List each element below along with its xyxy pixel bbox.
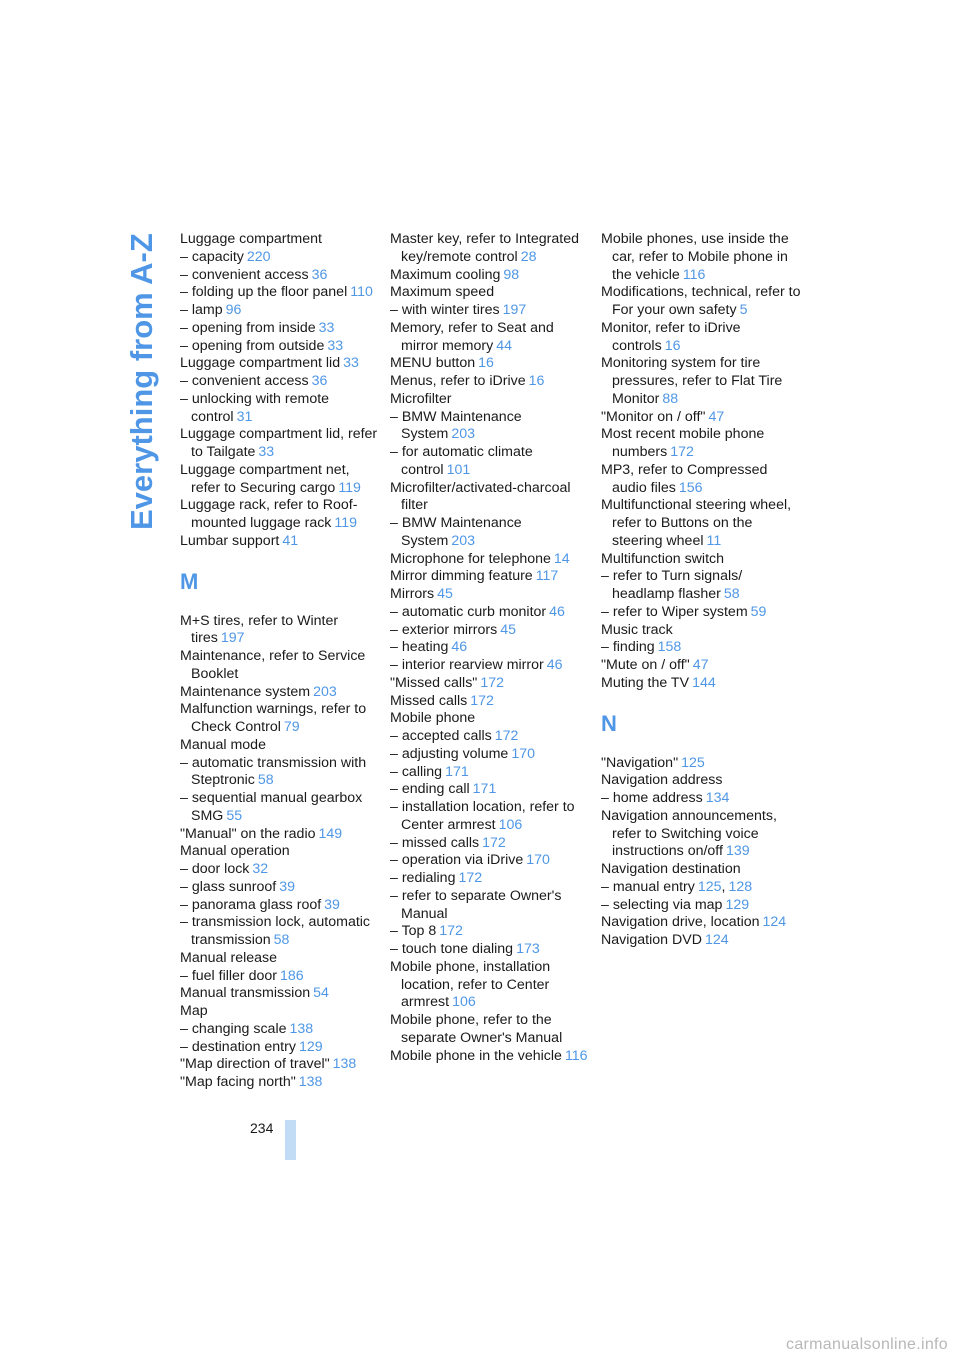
index-entry-text: Maintenance, refer to Service Booklet (180, 648, 366, 682)
side-section-title: Everything from A-Z (124, 233, 159, 530)
page-ref-link[interactable]: 173 (516, 941, 540, 957)
index-entry (180, 968, 380, 986)
index-entry (180, 426, 380, 462)
index-entry-text: Monitoring system for tire pressures, refer to Flat Tire Monitor (601, 355, 783, 407)
page-ref-link[interactable]: 125 (681, 754, 705, 771)
index-entry (180, 320, 380, 338)
index-entry (390, 923, 590, 941)
index-entry-text: – convenient access (180, 373, 309, 389)
index-entry-text: – Top 8 (390, 923, 437, 940)
index-entry (601, 755, 801, 773)
page-ref-link[interactable]: 32 (252, 861, 269, 877)
page-ref-link[interactable]: 39 (279, 878, 295, 895)
index-entry (180, 897, 380, 915)
index-entry (390, 888, 590, 924)
index-entry-text: Malfunction warnings, refer to Check Control (180, 701, 367, 735)
page-ref-link[interactable]: 128 (728, 878, 753, 895)
page-ref-link[interactable]: 139 (725, 843, 750, 860)
page-ref-link[interactable]: 203 (451, 426, 475, 443)
page-ref-link[interactable]: 172 (470, 692, 494, 709)
index-entry (601, 897, 801, 915)
index-entry (601, 879, 801, 897)
index-entry (390, 639, 590, 657)
page-ref-link[interactable]: 125 (697, 878, 722, 895)
index-column-1 (180, 231, 380, 1092)
page-ref-link[interactable]: 156 (678, 479, 703, 496)
index-entry-text: Most recent mobile phone numbers (601, 426, 765, 460)
index-entry-text: Modifications, technical, refer to For your own safety (601, 284, 801, 318)
index-entry (601, 320, 801, 356)
index-entry (180, 231, 380, 249)
index-entry-text: M+S tires, refer to Winter tires (180, 612, 339, 647)
page-ref-link[interactable]: 47 (708, 408, 725, 425)
page-ref-link[interactable]: 16 (478, 355, 494, 372)
index-entry (180, 879, 380, 897)
index-entry-text: – panorama glass roof (180, 896, 322, 913)
page-ref-link[interactable]: 28 (520, 248, 537, 265)
index-entry-text: Microphone for telephone (390, 550, 551, 567)
page-ref-link[interactable]: 172 (494, 728, 519, 744)
index-entry (180, 843, 380, 861)
page-ref-link[interactable]: 16 (664, 337, 681, 354)
index-entry-text: Navigation announcements, refer to Switching voice instructions on/off (601, 807, 777, 860)
index-entry (390, 728, 590, 746)
index-entry-text: – interior rearview mirror (390, 657, 544, 673)
index-entry-text: – transmission lock, automatic transmission (180, 914, 371, 948)
index-entry-text: "Map direction of travel" (180, 1056, 330, 1073)
index-entry (601, 231, 801, 284)
index-entry-text: – ending call (390, 781, 470, 798)
footer-watermark: carmanualsonline.info (786, 1336, 948, 1353)
index-entry (601, 462, 801, 498)
index-entry (390, 480, 590, 516)
index-entry-text: Mobile phone, refer to the separate Owner's Manual (390, 1012, 563, 1046)
index-entry-text: – refer to separate Owner's Manual (390, 887, 562, 922)
index-entry (390, 231, 590, 267)
index-entry-text: Mirrors (390, 586, 435, 602)
index-entry-text: Missed calls (390, 692, 468, 709)
index-entry (180, 914, 380, 950)
index-entry (601, 932, 801, 950)
index-entry-text: – refer to Turn signals/ headlamp flasher (601, 568, 743, 602)
page-ref-link[interactable]: 119 (334, 515, 358, 531)
index-entry-text: – refer to Wiper system (601, 603, 748, 620)
index-column-3 (601, 231, 801, 950)
index-entry-text: Maximum cooling (390, 266, 501, 283)
index-entry (180, 985, 380, 1003)
index-entry-text: Mobile phone, installation location, refer to Center armrest (390, 958, 551, 1011)
index-entry (180, 1021, 380, 1039)
page-ref-link[interactable]: 5 (739, 302, 748, 318)
index-entry-text: – accepted calls (390, 728, 492, 744)
index-entry-text: – installation location, refer to Center armrest (390, 799, 575, 833)
index-entry (601, 284, 801, 320)
page-ref-link[interactable]: 170 (511, 745, 535, 762)
index-entry-text: – folding up the floor panel (180, 284, 348, 301)
index-entry (390, 781, 590, 799)
index-entry (601, 604, 801, 622)
page-ref-link[interactable]: 110 (350, 284, 373, 301)
page-ref-link[interactable]: 46 (549, 603, 565, 620)
page-ref-link[interactable]: 170 (526, 852, 550, 869)
index-entry-text: – destination entry (180, 1038, 296, 1055)
page-marker-bar (285, 1120, 296, 1160)
index-entry-text: MP3, refer to Compressed audio files (601, 461, 768, 496)
page-ref-link[interactable]: 31 (236, 408, 253, 425)
index-entry-text: – selecting via map (601, 896, 723, 913)
index-entry (390, 604, 590, 622)
index-entry-text: – opening from outside (180, 337, 325, 354)
index-entry (390, 693, 590, 711)
index-entry-text: – automatic curb monitor (390, 603, 547, 620)
index-entry (390, 710, 590, 728)
page-ref-link[interactable]: 197 (220, 630, 245, 647)
page-ref-link[interactable]: 138 (332, 1056, 357, 1073)
index-entry-text: MENU button (390, 355, 476, 372)
index-entry-text: Muting the TV (601, 674, 690, 691)
page-ref-link[interactable]: 129 (725, 896, 750, 913)
index-entry (180, 1074, 380, 1092)
index-entry (180, 755, 380, 791)
page-ref-link[interactable]: 39 (324, 896, 340, 913)
index-entry (390, 444, 590, 480)
index-entry (601, 657, 801, 675)
page-ref-link[interactable]: 36 (311, 266, 328, 283)
page-ref-link[interactable]: 16 (528, 373, 545, 389)
page-ref-link[interactable]: 46 (546, 657, 563, 673)
index-entry-text: – door lock (180, 861, 250, 877)
section-letter-heading: N (601, 710, 617, 736)
page-ref-link[interactable]: 138 (289, 1020, 314, 1037)
index-entry-text: – touch tone dialing (390, 941, 514, 957)
index-entry (180, 613, 380, 649)
page-ref-link[interactable]: 138 (298, 1074, 323, 1090)
index-entry (601, 568, 801, 604)
index-entry (601, 790, 801, 808)
index-entry-text: – missed calls (390, 834, 480, 851)
index-entry-text: Multifunction switch (601, 550, 725, 567)
page-ref-link[interactable]: 58 (273, 932, 290, 948)
index-entry (390, 320, 590, 356)
index-entry (180, 373, 380, 391)
page-ref-link[interactable]: 36 (311, 373, 328, 389)
index-entry-text: "Map facing north" (180, 1074, 296, 1090)
page-ref-link[interactable]: 186 (280, 967, 304, 984)
page-ref-link[interactable]: 171 (472, 781, 497, 798)
page-ref-link[interactable]: 58 (723, 586, 740, 602)
index-entry (180, 267, 380, 285)
index-entry (390, 852, 590, 870)
page-ref-link[interactable]: 124 (762, 914, 787, 931)
index-entry-text: – changing scale (180, 1020, 287, 1037)
page-ref-link[interactable]: 41 (282, 532, 299, 549)
index-entry (601, 861, 801, 879)
index-entry (180, 249, 380, 267)
index-entry (390, 391, 590, 409)
index-entry-text: – for automatic climate control (390, 444, 533, 478)
index-entry (180, 284, 380, 302)
index-entry (390, 355, 590, 373)
index-entry (180, 355, 380, 373)
index-entry (390, 657, 590, 675)
index-entry-text: Lumbar support (180, 532, 280, 549)
index-entry-text: – BMW Maintenance System (390, 408, 522, 443)
index-entry-text: – capacity (180, 248, 244, 265)
index-entry (390, 515, 590, 551)
page-ref-link[interactable]: 171 (445, 763, 469, 780)
page-number: 234 (250, 1120, 274, 1136)
page-ref-link[interactable]: 172 (480, 674, 505, 691)
page-ref-link[interactable]: 158 (657, 639, 682, 656)
index-entry-text: Luggage compartment net, refer to Securing cargo (180, 461, 350, 496)
index-entry (390, 870, 590, 888)
page-ref-link[interactable]: 59 (750, 603, 767, 620)
page-ref-link[interactable]: 46 (451, 639, 468, 656)
index-entry (180, 826, 380, 844)
index-entry (390, 373, 590, 391)
index-entry (601, 355, 801, 408)
page-ref-link[interactable]: 14 (553, 550, 570, 567)
index-entry (390, 835, 590, 853)
index-entry-text: Mirror dimming feature (390, 568, 533, 585)
index-entry-text: Navigation address (601, 772, 723, 789)
index-entry (390, 622, 590, 640)
page-ref-link[interactable]: 54 (313, 985, 329, 1002)
page-ref-link[interactable]: 116 (564, 1047, 588, 1064)
index-entry (390, 1012, 590, 1048)
index-entry-text: Mobile phones, use inside the car, refer to Mobile phone in the vehicle (601, 231, 789, 283)
page-ref-link[interactable]: 58 (257, 772, 274, 789)
index-entry-text: "Manual" on the radio (180, 825, 316, 842)
index-entry-text: Memory, refer to Seat and mirror memory (390, 319, 554, 354)
index-entry-text: Mobile phone (390, 710, 476, 727)
index-entry (601, 622, 801, 640)
page-ref-link[interactable]: 144 (692, 674, 716, 691)
index-entry (390, 551, 590, 569)
index-entry (180, 648, 380, 684)
index-entry-text: – fuel filler door (180, 967, 277, 984)
index-entry (601, 639, 801, 657)
index-entry-text: – redialing (390, 870, 456, 886)
index-entry (390, 746, 590, 764)
index-entry (601, 551, 801, 569)
index-entry-text: – BMW Maintenance System (390, 515, 522, 549)
page-ref-link[interactable]: 106 (498, 816, 523, 833)
index-entry-text: Menus, refer to iDrive (390, 373, 526, 389)
page-ref-link[interactable]: 134 (705, 790, 730, 806)
index-entry-text: Mobile phone in the vehicle (390, 1047, 562, 1064)
index-entry (180, 950, 380, 968)
index-entry-text: Manual release (180, 949, 278, 966)
page-ref-link[interactable]: 44 (496, 337, 512, 354)
page-ref-link[interactable]: 45 (500, 621, 516, 638)
page-ref-link[interactable]: 33 (327, 337, 344, 354)
index-entry-text: Navigation DVD (601, 932, 702, 948)
index-entry-text: – automatic transmission with Steptronic (180, 754, 367, 789)
index-entry (180, 1056, 380, 1074)
page-ref-link[interactable]: 117 (535, 568, 559, 585)
index-entry-text: "Navigation" (601, 754, 679, 771)
page-ref-link[interactable]: 98 (503, 266, 520, 283)
index-entry-text: Manual operation (180, 843, 290, 860)
page-ref-link[interactable]: 129 (298, 1038, 323, 1055)
index-entry-text: Luggage compartment lid, refer to Tailgate (180, 426, 378, 460)
index-entry-text: Manual mode (180, 736, 266, 753)
index-entry-text: Music track (601, 621, 673, 638)
index-entry (180, 684, 380, 702)
index-entry-text: – manual entry (601, 878, 695, 895)
page-ref-link[interactable]: 11 (706, 532, 722, 549)
index-entry (180, 790, 380, 826)
index-entry (390, 568, 590, 586)
index-entry (180, 737, 380, 755)
index-entry (180, 497, 380, 533)
index-entry (180, 338, 380, 356)
page-ref-link[interactable]: 55 (226, 807, 243, 824)
index-entry (601, 675, 801, 693)
page-ref-link[interactable]: 33 (343, 355, 359, 372)
index-entry-text: "Mute on / off" (601, 657, 690, 673)
page-ref-link[interactable]: 79 (283, 719, 300, 735)
page-ref-link[interactable]: 124 (704, 932, 729, 948)
index-entry-text: – adjusting volume (390, 745, 509, 762)
section-letter-heading: M (180, 568, 199, 594)
page-ref-link[interactable]: 149 (318, 825, 343, 842)
index-entry-text: Monitor, refer to iDrive controls (601, 319, 741, 354)
index-entry-text: Luggage rack, refer to Roof-mounted luggage rack (180, 497, 358, 531)
index-entry-text: – lamp (180, 302, 223, 318)
index-entry-text: – calling (390, 763, 443, 780)
page-ref-link[interactable]: 203 (313, 683, 337, 700)
page-ref-link[interactable]: 119 (338, 479, 361, 496)
index-entry-text: Master key, refer to Integrated key/remote control (390, 231, 579, 265)
page-ref-link[interactable]: 172 (482, 834, 506, 851)
index-entry (180, 533, 380, 551)
index-entry-text: – with winter tires (390, 302, 500, 318)
index-entry-text: Maintenance system (180, 683, 311, 700)
page-ref-link[interactable]: 96 (225, 302, 242, 318)
index-entry (180, 1039, 380, 1057)
index-entry (390, 284, 590, 302)
index-entry (601, 497, 801, 550)
index-entry-text: "Missed calls" (390, 674, 478, 691)
page-ref-link[interactable]: 172 (670, 444, 694, 460)
index-entry (390, 409, 590, 445)
index-entry (601, 409, 801, 427)
page-ref-link[interactable]: 106 (452, 994, 476, 1011)
index-entry-text: Luggage compartment (180, 231, 322, 247)
page-ref-link[interactable]: 33 (258, 444, 275, 460)
index-entry (180, 391, 380, 427)
index-entry (390, 941, 590, 959)
page-ref-link[interactable]: 197 (502, 302, 527, 318)
index-entry-text: Microfilter (390, 390, 452, 407)
page-ref-link[interactable]: 116 (682, 266, 706, 283)
index-entry (180, 861, 380, 879)
index-entry-text: – finding (601, 639, 655, 656)
index-entry-text: Microfilter/activated-charcoal filter (390, 479, 571, 514)
index-entry-text: – operation via iDrive (390, 852, 524, 869)
index-entry (390, 586, 590, 604)
index-column-2 (390, 231, 590, 1065)
page-ref-link[interactable]: 33 (318, 319, 335, 336)
index-entry (180, 1003, 380, 1021)
index-entry-text: Manual transmission (180, 985, 311, 1002)
index-entry (390, 267, 590, 285)
index-entry (390, 959, 590, 1012)
index-entry-text: – glass sunroof (180, 878, 277, 895)
index-entry (180, 462, 380, 498)
index-entry (601, 426, 801, 462)
page-ref-link[interactable]: 47 (692, 657, 709, 673)
index-entry-text: Map (180, 1003, 208, 1019)
index-entry-text: Luggage compartment lid (180, 355, 341, 372)
index-entry-text: Maximum speed (390, 284, 495, 301)
index-entry (390, 1048, 590, 1066)
page-ref-link[interactable]: 220 (246, 248, 271, 265)
index-entry (390, 302, 590, 320)
page-ref-link[interactable]: 101 (446, 461, 471, 478)
index-entry-text: Navigation destination (601, 861, 741, 877)
index-entry (390, 764, 590, 782)
index-entry (390, 799, 590, 835)
index-entry-text: Navigation drive, location (601, 914, 760, 931)
page-ref-link[interactable]: 88 (662, 390, 679, 407)
index-entry-text: – sequential manual gearbox SMG (180, 790, 363, 824)
index-entry (390, 675, 590, 693)
page-ref-link[interactable]: 172 (458, 870, 483, 886)
index-entry-text: – opening from inside (180, 319, 316, 336)
index-entry (180, 302, 380, 320)
index-entry (180, 701, 380, 737)
index-entry-text: – exterior mirrors (390, 621, 498, 638)
index-entry-text: – home address (601, 790, 703, 806)
page-ref-link[interactable]: 172 (439, 923, 463, 940)
index-entry-text: – heating (390, 639, 449, 656)
index-entry-text: – convenient access (180, 266, 309, 283)
index-entry-text: "Monitor on / off" (601, 408, 706, 425)
index-entry-text: – unlocking with remote control (180, 390, 330, 425)
index-entry (601, 772, 801, 790)
index-entry-text: Multifunctional steering wheel, refer to Buttons on the steering wheel (601, 497, 792, 549)
page-ref-link[interactable]: 203 (451, 532, 475, 549)
page-ref-link[interactable]: 45 (437, 586, 453, 602)
index-entry (601, 914, 801, 932)
index-entry (601, 808, 801, 861)
page-separator: , (721, 878, 726, 895)
